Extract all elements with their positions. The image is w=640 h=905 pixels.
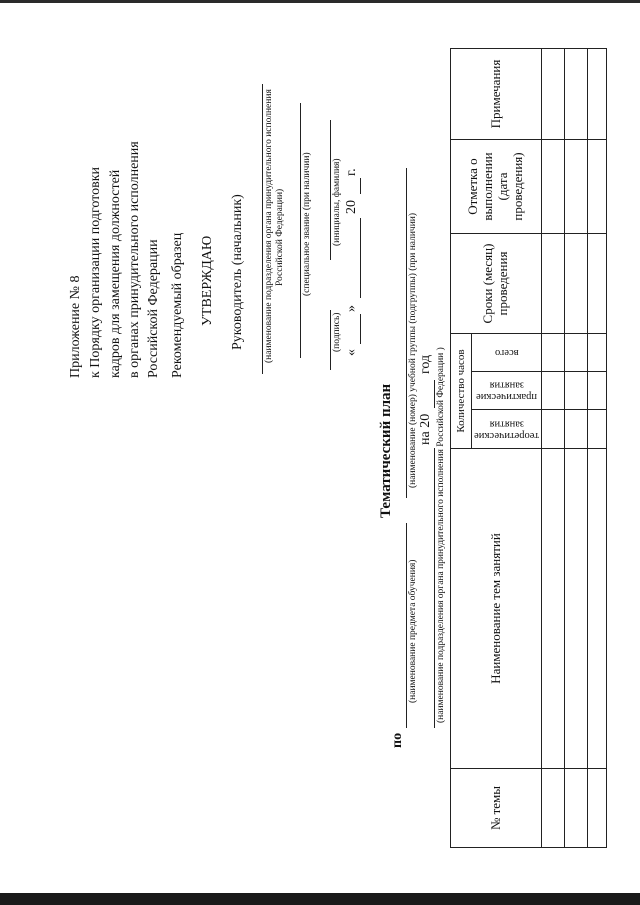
table-cell	[541, 233, 565, 334]
table-cell	[587, 48, 607, 140]
table-cell	[587, 371, 607, 410]
caption-unit: Российской Федерации)	[275, 188, 285, 286]
date-month-line	[360, 218, 361, 298]
plan-year-suffix: год	[418, 354, 433, 374]
caption-name: (инициалы, фамилия)	[332, 158, 342, 246]
table-cell	[587, 333, 607, 372]
appendix-title: Приложение № 8	[68, 275, 83, 378]
unit-line-2	[434, 448, 435, 728]
th-mark: Отметка о выполнении (дата проведения)	[450, 139, 542, 234]
date-close-quote: »	[344, 305, 359, 312]
plan-year-prefix: на 20	[418, 413, 433, 445]
th-dates: Сроки (месяц) проведения	[450, 233, 542, 334]
table-cell	[564, 233, 588, 334]
table-cell	[564, 371, 588, 410]
date-year-line	[360, 178, 361, 194]
plan-year-line	[434, 380, 435, 408]
th-num: № темы	[450, 768, 542, 848]
table-cell	[541, 48, 565, 140]
caption-unit-2: (наименование подразделения органа принудительного исполнения Российской Федерации )	[436, 347, 446, 723]
table-cell	[564, 333, 588, 372]
table-cell	[587, 409, 607, 449]
table-cell	[564, 48, 588, 140]
scan-edge-bottom	[0, 893, 640, 905]
table-cell	[587, 139, 607, 234]
subject-line	[406, 523, 407, 728]
date-day-line	[360, 314, 361, 344]
th-theory: теоретические занятия	[471, 409, 542, 449]
table-cell	[541, 371, 565, 410]
table-cell	[564, 139, 588, 234]
caption-signature: (подпись)	[332, 312, 342, 352]
appendix-line: кадров для замещения должностей	[108, 169, 123, 378]
table-cell	[541, 448, 565, 769]
caption-group: (наименование (номер) учебной группы (подгруппы) (при наличии)	[408, 212, 418, 488]
table-cell	[564, 409, 588, 449]
approve-title: УТВЕРЖДАЮ	[200, 235, 215, 326]
th-topic: Наименование тем занятий	[450, 448, 542, 769]
th-notes: Примечания	[450, 48, 542, 140]
table-cell	[541, 333, 565, 372]
table-cell	[587, 233, 607, 334]
appendix-line: к Порядку организации подготовки	[88, 167, 103, 378]
signature-line	[330, 310, 331, 370]
th-total: всего	[471, 333, 542, 372]
name-line	[330, 120, 331, 260]
appendix-line: в органах принудительного исполнения	[127, 141, 142, 378]
table-cell	[564, 448, 588, 769]
appendix-line: Российской Федерации	[146, 239, 161, 378]
plan-title: Тематический план	[378, 383, 394, 518]
table-cell	[541, 409, 565, 449]
caption-rank: (специальное звание (при наличии)	[302, 152, 312, 296]
table-cell	[587, 768, 607, 848]
plan-po: по	[390, 732, 405, 748]
table-cell	[564, 768, 588, 848]
unit-line	[262, 84, 263, 374]
table-cell	[541, 768, 565, 848]
date-year-suffix: г.	[344, 168, 359, 176]
sample-label: Рекомендуемый образец	[170, 232, 185, 378]
group-line	[406, 168, 407, 498]
th-hours: Количество часов	[450, 333, 472, 449]
table-cell	[587, 448, 607, 769]
rank-line	[300, 103, 301, 358]
date-open-quote: «	[344, 349, 359, 356]
caption-unit: (наименование подразделения органа принудительного исполнения	[264, 89, 274, 363]
date-year-prefix: 20	[344, 200, 359, 214]
document-page	[0, 38, 640, 878]
th-practice: практические занятия	[471, 371, 542, 410]
table-cell	[541, 139, 565, 234]
scan-edge-top	[0, 0, 640, 3]
approve-head: Руководитель (начальник)	[230, 194, 245, 350]
caption-subject: (наименование предмета обучения)	[408, 559, 418, 703]
